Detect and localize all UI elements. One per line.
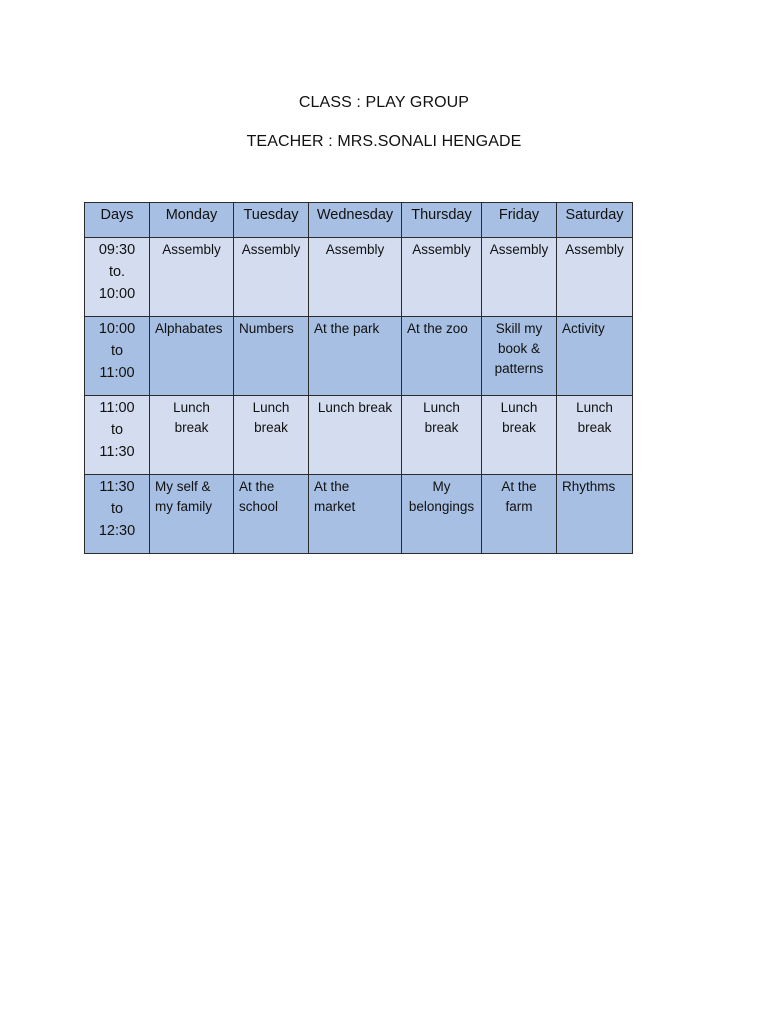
cell-text: Assembly <box>325 242 385 257</box>
cell-text: At the park <box>314 321 380 336</box>
monday-cell <box>150 238 234 317</box>
wednesday-cell <box>309 317 402 396</box>
friday-cell <box>482 396 557 475</box>
thursday-cell <box>402 475 482 554</box>
cell-text: Skill my <box>495 321 543 336</box>
cell-text: Lunch <box>576 400 613 415</box>
cell-text: Lunch <box>252 400 290 415</box>
cell-text: break <box>174 420 209 435</box>
header-row <box>85 203 633 238</box>
cell-text: Rhythms <box>562 479 616 494</box>
tuesday-cell <box>234 238 309 317</box>
header-cell-wednesday: Wednesday <box>309 203 402 238</box>
header-cell-thursday: Thursday <box>402 203 482 238</box>
cell-text: Assembly <box>412 242 471 257</box>
thursday-cell <box>402 238 482 317</box>
header-cell-days: Days <box>85 203 150 238</box>
time-slot-cell <box>85 396 150 475</box>
table-row <box>85 317 633 396</box>
cell-text: My self & <box>155 479 211 494</box>
time-start: 11:00 <box>99 400 135 416</box>
cell-text: my family <box>155 499 212 514</box>
tuesday-cell <box>234 475 309 554</box>
time-slot-cell <box>85 317 150 396</box>
cell-text: Assembly <box>565 242 624 257</box>
time-slot-cell <box>85 238 150 317</box>
cell-text: Lunch break <box>317 400 393 415</box>
table-row <box>85 396 633 475</box>
monday-cell <box>150 475 234 554</box>
time-start: 09:30 <box>98 242 136 258</box>
cell-text: Activity <box>562 321 605 336</box>
cell-text: break <box>502 420 536 435</box>
friday-cell <box>482 238 557 317</box>
teacher-heading: TEACHER : MRS.SONALI HENGADE <box>246 133 522 150</box>
class-heading: CLASS : PLAY GROUP <box>298 94 470 111</box>
time-end: 10:00 <box>98 286 136 302</box>
cell-text: break <box>577 420 612 435</box>
tuesday-cell <box>234 317 309 396</box>
time-end: 11:30 <box>99 444 135 460</box>
wednesday-cell <box>309 238 402 317</box>
cell-text: break <box>424 420 459 435</box>
saturday-cell <box>557 475 633 554</box>
wednesday-cell <box>309 396 402 475</box>
cell-text: Assembly <box>162 242 221 257</box>
cell-text: Assembly <box>241 242 301 257</box>
cell-text: Alphabates <box>155 321 223 336</box>
header-cell-monday: Monday <box>150 203 234 238</box>
cell-text: Numbers <box>239 321 294 336</box>
time-separator: to <box>110 422 124 438</box>
time-start: 11:30 <box>99 479 135 495</box>
time-separator: to. <box>108 264 126 280</box>
tuesday-cell <box>234 396 309 475</box>
time-separator: to <box>110 343 124 359</box>
thursday-cell <box>402 317 482 396</box>
cell-text: market <box>314 499 356 514</box>
time-slot-cell <box>85 475 150 554</box>
saturday-cell <box>557 396 633 475</box>
cell-text: At the zoo <box>407 321 468 336</box>
monday-cell <box>150 396 234 475</box>
table-row <box>85 475 633 554</box>
cell-text: break <box>254 420 288 435</box>
cell-text: Assembly <box>489 242 549 257</box>
time-end: 12:30 <box>98 523 136 539</box>
header-cell-tuesday: Tuesday <box>234 203 309 238</box>
header-cell-friday: Friday <box>482 203 557 238</box>
cell-text: patterns <box>494 361 544 376</box>
cell-text: school <box>239 499 279 514</box>
cell-text: book & <box>497 341 541 356</box>
monday-cell <box>150 317 234 396</box>
saturday-cell <box>557 238 633 317</box>
cell-text: Lunch <box>500 400 538 415</box>
cell-text: farm <box>505 499 533 514</box>
time-end: 11:00 <box>99 365 135 381</box>
cell-text: At the <box>501 479 537 494</box>
table-row <box>85 238 633 317</box>
cell-text: At the <box>239 479 275 494</box>
cell-text: belongings <box>408 499 475 514</box>
time-separator: to <box>110 501 124 517</box>
friday-cell <box>482 475 557 554</box>
cell-text: Lunch <box>173 400 210 415</box>
time-start: 10:00 <box>98 321 136 337</box>
cell-text: Lunch <box>423 400 460 415</box>
cell-text: My <box>432 479 451 494</box>
header-cell-saturday: Saturday <box>557 203 633 238</box>
saturday-cell <box>557 317 633 396</box>
thursday-cell <box>402 396 482 475</box>
timetable <box>84 202 633 554</box>
friday-cell <box>482 317 557 396</box>
cell-text: At the <box>314 479 350 494</box>
wednesday-cell <box>309 475 402 554</box>
